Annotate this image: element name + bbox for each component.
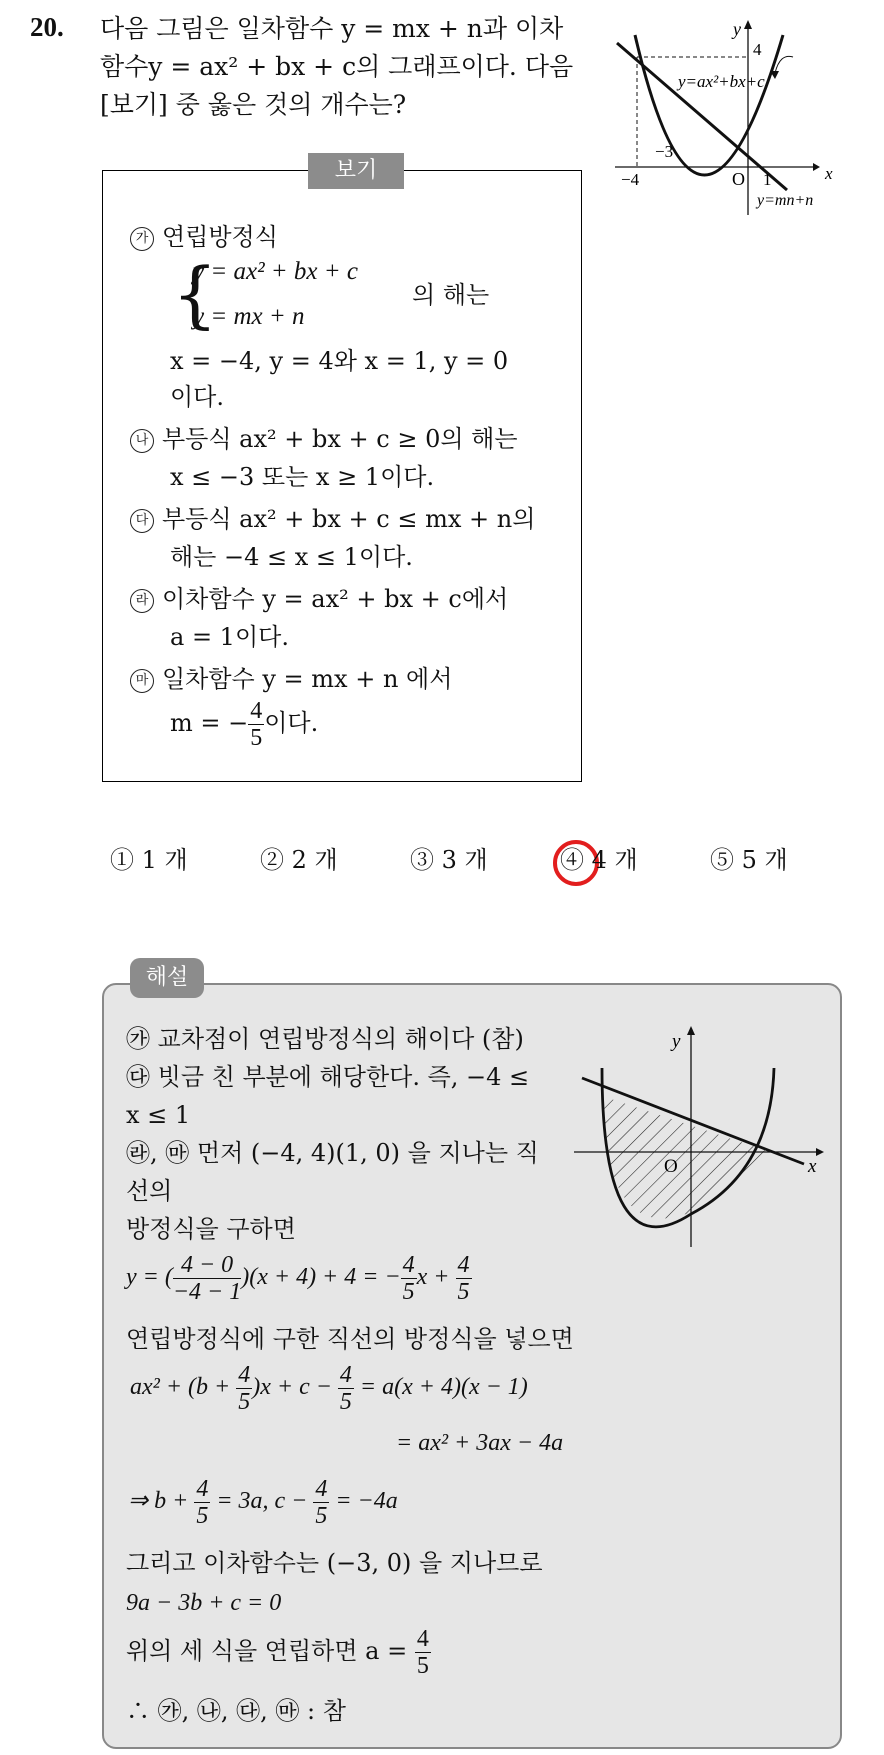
eq1-mid: )(x + 4) + 4 = − <box>241 1264 401 1291</box>
graph-label-x: x <box>825 164 833 183</box>
solution-graph-y: y <box>672 1031 681 1052</box>
solution-graph-origin: O <box>664 1156 678 1177</box>
eq1-frac2 <box>401 1252 417 1305</box>
question-line-2: 함수y = ax² + bx + c의 그래프이다. 다음 <box>100 52 574 81</box>
item-na-line2: x ≤ −3 또는 x ≥ 1이다. <box>170 463 435 491</box>
solution-x-arrow <box>816 1148 824 1156</box>
line-label: y=mn+n <box>757 192 814 209</box>
hatched-region <box>602 1096 765 1219</box>
item-mark-na: 나 <box>130 429 154 453</box>
graph-label-origin: O <box>732 169 745 189</box>
item-mark-ma: 마 <box>130 669 154 693</box>
item-ra-line1: 이차함수 y = ax² + bx + c에서 <box>162 585 509 613</box>
solution-line-7: 연립방정식에 구한 직선의 방정식을 넣으면 <box>126 1325 574 1353</box>
eq1-frac3 <box>456 1252 472 1305</box>
eq1-f2n: 4 <box>402 1252 415 1278</box>
eq1-x: x + <box>416 1264 456 1291</box>
item-mark-ga: 가 <box>130 227 154 251</box>
eq4-fn: 4 <box>196 1476 209 1502</box>
bogi-tab: 보기 <box>308 153 404 189</box>
eq2-fd: 5 <box>238 1389 251 1415</box>
choice-2[interactable] <box>260 840 338 875</box>
eq4-gn: 4 <box>315 1476 328 1502</box>
choice-2-mark: ② <box>260 846 284 874</box>
graph-label-1: 1 <box>763 170 772 189</box>
question-number: 20. <box>30 12 64 42</box>
solution-line-11: ∴ ㉮, ㉯, ㉰, ㉲ : 참 <box>126 1697 346 1725</box>
eq1-den: −4 − 1 <box>172 1279 242 1305</box>
choice-1-label: 1 개 <box>141 846 188 874</box>
item-ma-line2-post: 이다. <box>264 709 319 737</box>
item-ga-line2: x = −4, y = 4와 x = 1, y = 0 <box>170 347 509 375</box>
bogi-item-ma <box>130 660 452 698</box>
eq2-gn: 4 <box>339 1362 352 1388</box>
solution-line-1: ㉮ 교차점이 연립방정식의 해이다 (참) <box>126 1025 524 1053</box>
system-brace: { <box>172 252 218 336</box>
question-graph <box>605 15 860 225</box>
choice-4-mark: ④ <box>560 846 584 874</box>
bogi-item-ra <box>130 580 508 618</box>
item-ga-eq2: y = mx + n <box>193 303 305 330</box>
solution-line-5: 선의 <box>126 1177 173 1205</box>
answer-choices <box>110 840 810 880</box>
eq1-frac <box>173 1252 241 1305</box>
item-ma-line1: 일차함수 y = mx + n 에서 <box>162 665 453 693</box>
solution-line-4: ㉱, ㉲ 먼저 (−4, 4)(1, 0) 을 지나는 직 <box>126 1139 539 1167</box>
eq2-frac2 <box>338 1362 354 1415</box>
fraction-m-num: 4 <box>250 698 263 724</box>
y-axis-arrow <box>744 20 752 29</box>
question-text <box>100 10 600 124</box>
eq4-gd: 5 <box>315 1503 328 1529</box>
choice-3-mark: ③ <box>410 846 434 874</box>
solution-y-arrow <box>687 1026 695 1035</box>
solution-eq-1 <box>126 1252 472 1305</box>
item-mark-da: 다 <box>130 509 154 533</box>
solution-eq-4 <box>128 1476 398 1529</box>
solution-line-2: ㉰ 빗금 친 부분에 해당한다. 즉, −4 ≤ <box>126 1063 530 1091</box>
graph-label-4: 4 <box>753 40 762 59</box>
solution-line-9: 9a − 3b + c = 0 <box>126 1590 282 1616</box>
item-ga-line3: 이다. <box>170 383 224 411</box>
choice-5-label: 5 개 <box>741 846 788 874</box>
eq2-b: )x + c − <box>252 1374 338 1401</box>
choice-3[interactable] <box>410 840 488 875</box>
fraction-m <box>248 698 264 751</box>
eq2-c: = a(x + 4)(x − 1) <box>353 1374 528 1401</box>
eq1-f2d: 5 <box>402 1279 415 1305</box>
eq1-num: 4 − 0 <box>173 1252 241 1279</box>
l10-den: 5 <box>416 1653 429 1679</box>
solution-graph <box>566 1022 828 1252</box>
choice-3-label: 3 개 <box>441 846 488 874</box>
item-da-line1: 부등식 ax² + bx + c ≤ mx + n의 <box>162 505 536 533</box>
choice-1-mark: ① <box>110 846 134 874</box>
solution-line-6: 방정식을 구하면 <box>126 1215 296 1243</box>
solution-line-8: 그리고 이차함수는 (−3, 0) 을 지나므로 <box>126 1549 543 1577</box>
item-da-line2: 해는 −4 ≤ x ≤ 1이다. <box>170 543 413 571</box>
solution-tab: 해설 <box>130 958 204 998</box>
eq4-frac2 <box>313 1476 329 1529</box>
eq4-a: ⇒ b + <box>128 1488 195 1515</box>
item-ra-line2: a = 1이다. <box>170 623 289 651</box>
item-ga-eq1: y = ax² + bx + c <box>193 258 358 285</box>
solution-graph-x: x <box>808 1156 817 1177</box>
question-line-1: 다음 그림은 일차함수 y = mx + n과 이차 <box>100 14 564 43</box>
item-ga-title: 연립방정식 <box>162 223 278 251</box>
eq4-frac1 <box>194 1476 210 1529</box>
linear-line <box>617 43 787 190</box>
l10-num: 4 <box>416 1626 429 1652</box>
item-mark-ra: 라 <box>130 589 154 613</box>
bogi-item-na <box>130 420 518 458</box>
solution-line-10 <box>126 1626 431 1679</box>
item-ma-line2-pre: m = − <box>170 709 249 737</box>
l10-pre: 위의 세 식을 연립하면 a = <box>126 1637 415 1665</box>
eq1-pre: y = ( <box>126 1264 173 1291</box>
parabola-label: y=ax²+bx+c <box>678 72 765 91</box>
item-ma-line2 <box>170 698 318 751</box>
l10-frac <box>415 1626 431 1679</box>
solution-eq-2 <box>130 1362 528 1415</box>
choice-1[interactable] <box>110 840 188 875</box>
solution-line-3: x ≤ 1 <box>126 1101 191 1129</box>
choice-2-label: 2 개 <box>291 846 338 874</box>
x-axis-arrow <box>813 163 820 171</box>
question-line-3: [보기] 중 옳은 것의 개수는? <box>100 90 407 119</box>
eq2-gd: 5 <box>339 1389 352 1415</box>
item-ga-suffix: 의 해는 <box>412 281 490 309</box>
bogi-item-da <box>130 500 535 538</box>
graph-label-y: y <box>733 19 741 39</box>
graph-label-neg3: −3 <box>655 142 674 161</box>
eq4-b: = 3a, c − <box>210 1488 314 1515</box>
eq1-f3n: 4 <box>457 1252 470 1278</box>
eq2-a: ax² + (b + <box>130 1374 237 1401</box>
choice-5[interactable] <box>710 840 788 875</box>
choice-4-label: 4 개 <box>591 846 638 874</box>
choice-4[interactable] <box>560 840 638 875</box>
item-na-line1: 부등식 ax² + bx + c ≥ 0의 해는 <box>162 425 518 453</box>
eq2-frac1 <box>236 1362 252 1415</box>
eq4-c: = −4a <box>329 1488 398 1515</box>
bogi-item-ga <box>130 218 278 256</box>
eq1-f3d: 5 <box>457 1279 470 1305</box>
choice-5-mark: ⑤ <box>710 846 734 874</box>
eq4-fd: 5 <box>196 1503 209 1529</box>
graph-label-neg4: −4 <box>621 170 640 189</box>
solution-eq-3: = ax² + 3ax − 4a <box>396 1430 564 1456</box>
annotation-arrow <box>775 56 793 73</box>
fraction-m-den: 5 <box>250 725 263 751</box>
eq2-fn: 4 <box>238 1362 251 1388</box>
